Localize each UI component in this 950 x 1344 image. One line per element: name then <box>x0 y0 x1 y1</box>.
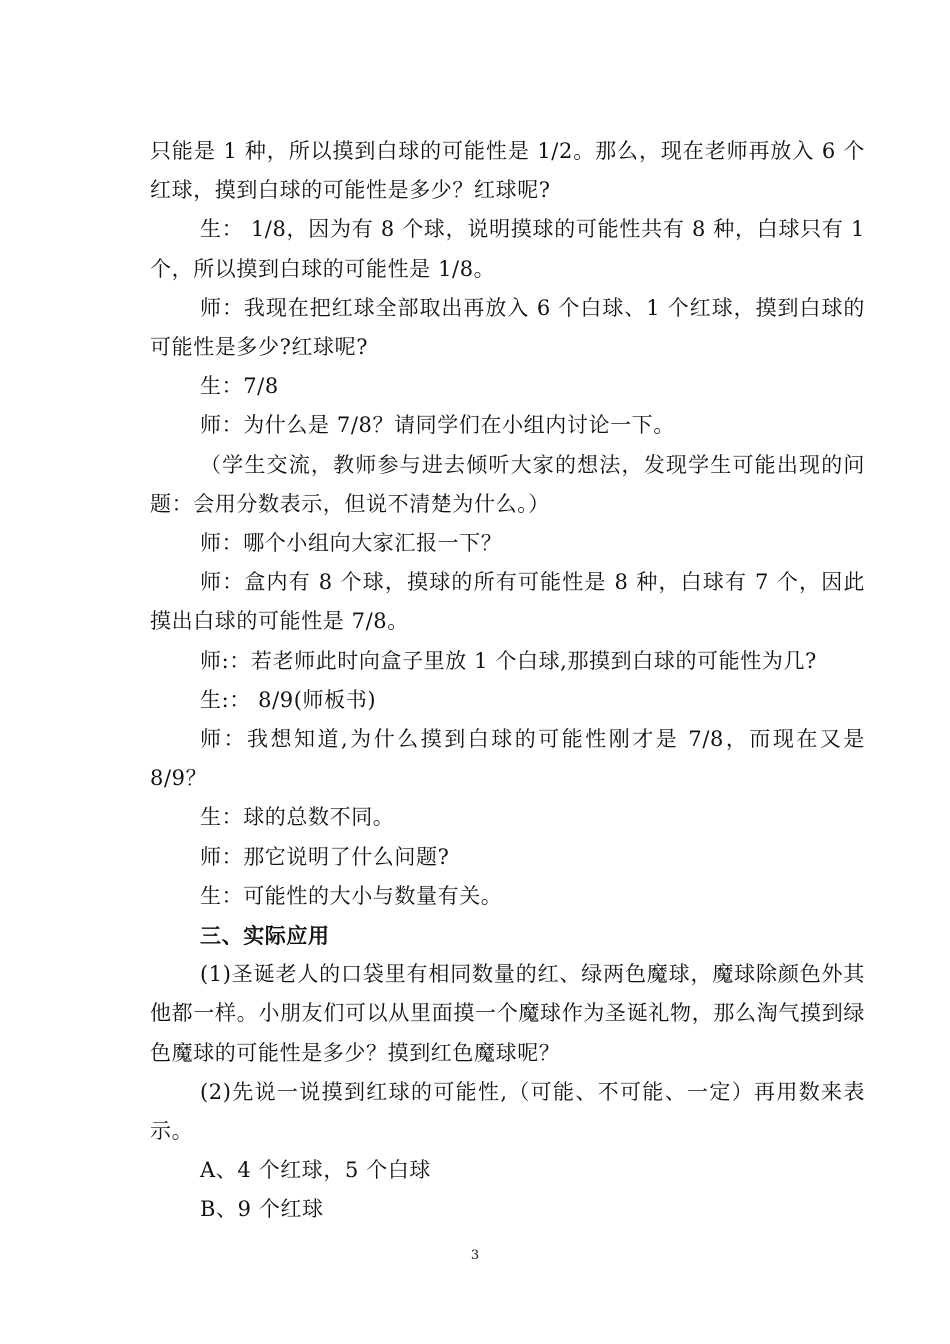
paragraph-3: 师：我现在把红球全部取出再放入 6 个白球、1 个红球，摸到白球的可能性是多少?红球呢? <box>150 295 865 360</box>
paragraph-14: 生：可能性的大小与数量有关。 <box>200 883 503 908</box>
paragraph-6: （学生交流，教师参与进去倾听大家的想法，发现学生可能出现的问题：会用分数表示，但说不清楚为什么。） <box>150 452 865 516</box>
section-heading: 三、实际应用 <box>200 923 330 949</box>
paragraph-11: 师：我想知道,为什么摸到白球的可能性刚才是 7/8，而现在又是 8/9？ <box>150 727 865 791</box>
paragraph-13: 师：那它说明了什么问题? <box>200 844 450 869</box>
document-body <box>150 132 865 1230</box>
paragraph-1: 只能是 1 种，所以摸到白球的可能性是 1/2。那么，现在老师再放入 6 个红球，摸到白球的可能性是多少？红球呢? <box>150 139 865 203</box>
option-b: B、9 个红球 <box>200 1197 324 1222</box>
paragraph-9: 师:：若老师此时向盒子里放 1 个白球,那摸到白球的可能性为几? <box>200 648 817 673</box>
paragraph-10: 生:： 8/9(师板书) <box>200 687 377 712</box>
paragraph-2: 生： 1/8，因为有 8 个球，说明摸球的可能性共有 8 种，白球只有 1 个，所以摸到白球的可能性是 1/8。 <box>150 217 865 281</box>
paragraph-8: 师：盒内有 8 个球，摸球的所有可能性是 8 种，白球有 7 个，因此摸出白球的可能性是 7/8。 <box>150 570 865 634</box>
paragraph-15: (1)圣诞老人的口袋里有相同数量的红、绿两色魔球，魔球除颜色外其他都一样。小朋友们可以从里面摸一个魔球作为圣诞礼物，那么淘气摸到绿色魔球的可能性是多少？摸到红色魔球呢？ <box>150 962 865 1065</box>
option-a: A、4 个红球，5 个白球 <box>200 1158 432 1183</box>
page-number: 3 <box>470 1248 480 1263</box>
paragraph-7: 师：哪个小组向大家汇报一下？ <box>200 531 503 556</box>
paragraph-12: 生：球的总数不同。 <box>200 805 395 830</box>
paragraph-4: 生：7/8 <box>200 374 279 399</box>
paragraph-5: 师：为什么是 7/8？请同学们在小组内讨论一下。 <box>200 413 675 438</box>
paragraph-16: (2)先说一说摸到红球的可能性,（可能、不可能、一定）再用数来表示。 <box>150 1079 865 1144</box>
